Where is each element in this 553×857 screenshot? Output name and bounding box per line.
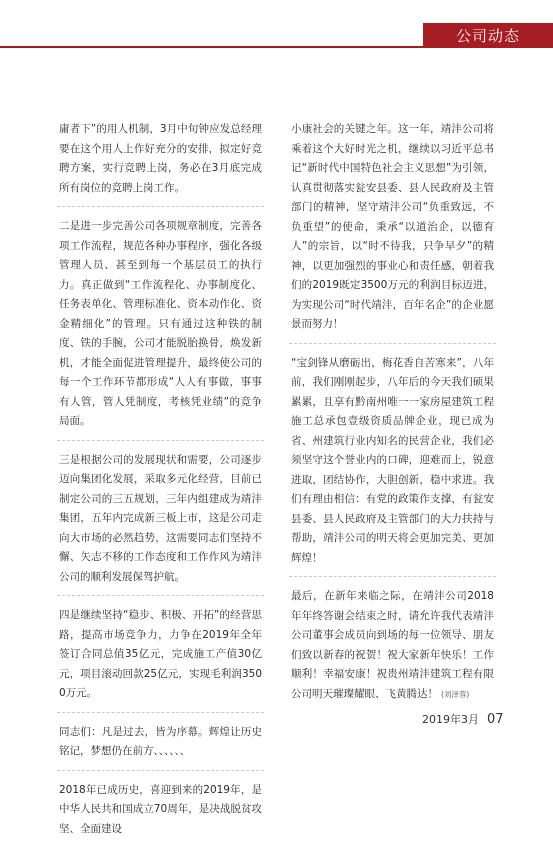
paragraph: 三是根据公司的发展现状和需要，公司逐步迈向集团化发展，采取多元化经营，目前已制定公司的三五规划，三年内组建成为靖沣集团，五年内完成新三板上市，这是公司走向大市场的必然趋势，这需要同志们坚持不懈、矢志不移的工作态度和工作作风为靖沣公司的顺利发展保驾护航。: [57, 451, 264, 597]
right-column: [289, 120, 496, 722]
paragraph: 四是继续坚持“稳步、积极、开拓”的经营思路，提高市场竞争力，力争在2019年全年签订合同总值35亿元，完成施工产值30亿元，项目滚动回款25亿元，实现毛利润3500万元。: [57, 606, 264, 713]
left-column: [57, 120, 264, 857]
paragraph: 2018年已成历史，喜迎到来的2019年，是中华人民共和国成立70周年，是决战脱贫攻坚、全面建设: [59, 783, 262, 835]
page-footer: [422, 711, 504, 727]
paragraph: 小康社会的关键之年。这一年，靖沣公司将乘着这个大好时光之机，继续以习近平总书记“新时代中国特色社会主义思想”为引领，认真贯彻落实瓮安县委、县人民政府及主管部门的精神，坚守靖沣公司“负重致远，不负重望”的使命，秉承“以道治企，以德育人”的宗旨，以“时不待我，只争早夕”的精神，以更加强烈的事业心和责任感，朝着我们的2019既定3500万元的利润目标迈进，为实现公司“时代靖沣，百年名企”的企业愿景而努力！: [289, 120, 496, 344]
page-number: 07: [487, 712, 504, 727]
paragraph: “宝剑锋从磨砺出，梅花香自苦寒来”，八年前，我们刚刚起步，八年后的今天我们硕果累累，且享有黔南州唯一一家房屋建筑工程施工总承包壹级资质品牌企业，现已成为省、州建筑行业内知名的民营企业，我们必须坚守这个誉业内的口碑，迎难而上，锐意进取，团结协作，大胆创新，稳中求进。我们有理由相信：有党的政策作支撑，有瓮安县委、县人民政府及主管部门的大力扶持与帮助，靖沣公司的明天将会更加完美、更加辉煌！: [289, 354, 496, 578]
issue-date: 2019年3月: [422, 713, 479, 726]
paragraph: [289, 587, 496, 712]
paragraph: 同志们：凡是过去，皆为序幕。辉煌让历史铭记，梦想仍在前方、、、、、、: [57, 723, 264, 771]
author-byline: (刘泽蓉): [441, 689, 470, 699]
paragraph-text: 最后，在新年来临之际，在靖沣公司2018年年终答谢会结束之时，请允许我代表靖沣公司董事会成员向到场的每一位领导、朋友们致以新春的祝贺！祝大家新年快乐！工作顺利！幸福安康！祝贵州靖沣建筑工程有限公司明天璀璨耀眼、飞黄腾达！: [291, 590, 494, 700]
paragraph: 庸者下”的用人机制，3月中旬钟应发总经理要在这个用人上作好充分的安排，拟定好竞聘方案，实行竞聘上岗，务必在3月底完成所有岗位的竞聘上岗工作。: [57, 120, 264, 207]
section-title: 公司动态: [423, 23, 553, 48]
paragraph: 二是进一步完善公司各项规章制度，完善各项工作流程，规范各种办事程序，强化各级管理人员、甚至到每一个基层员工的执行力。真正做到“工作流程化、办事制度化、任务表单化、管理标准化、资本动作化、资金精细化”的管理。只有通过这种铁的制度、铁的手腕，公司才能脱胎换骨，焕发新机，才能全面促进管理提升，最终使公司的每一个工作环节都形成“人人有事做，事事有人管，管人凭制度，考核凭业绩”的竞争局面。: [57, 217, 264, 441]
